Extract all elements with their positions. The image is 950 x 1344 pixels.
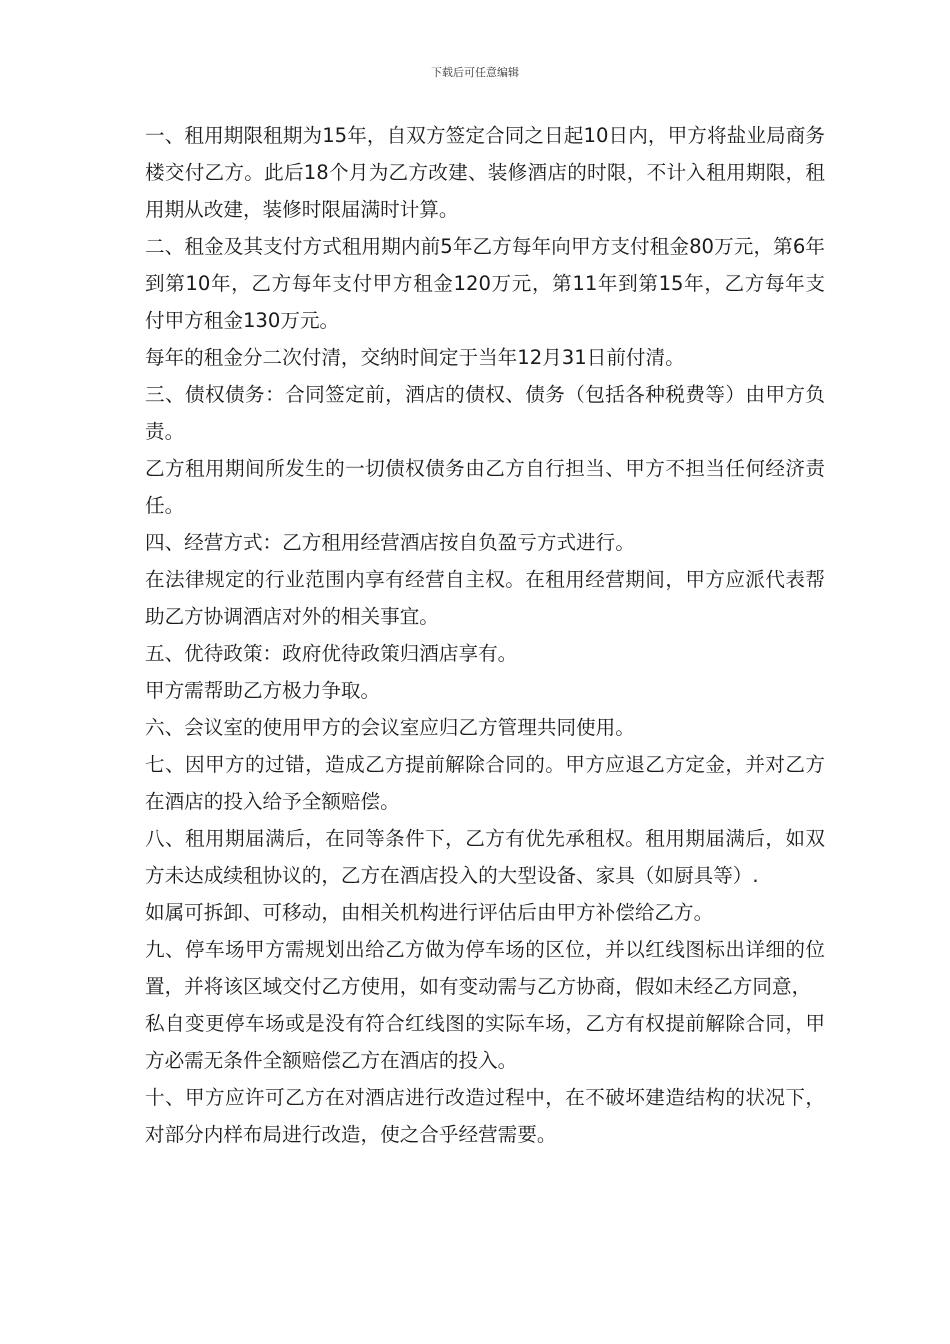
paragraph-preferential-policy: 五、优待政策：政府优待政策归酒店享有。 (145, 642, 518, 665)
paragraph-rent-payment: 二、租金及其支付方式租用期内前5年乙方每年向甲方支付租金80万元，第6年到第10年，乙方每年支付甲方租金120万元，第11年到第15年，乙方每年支付甲方租金130万元。 (145, 235, 825, 332)
page-header: 下载后可任意编辑 (431, 66, 519, 79)
paragraph-operation-mode: 四、经营方式：乙方租用经营酒店按自负盈亏方式进行。 (145, 531, 635, 554)
paragraph-debts-during-lease: 乙方租用期间所发生的一切债权债务由乙方自行担当、甲方不担当任何经济责任。 (145, 457, 825, 517)
paragraph-renovation: 十、甲方应许可乙方在对酒店进行改造过程中，在不破坏建造结构的状况下，对部分内样布局进行改造，使之合乎经营需要。 (145, 1086, 825, 1146)
paragraph-parking-violation: 私自变更停车场或是没有符合红线图的实际车场，乙方有权提前解除合同，甲方必需无条件全额赔偿乙方在酒店的投入。 (145, 1012, 825, 1072)
paragraph-early-termination: 七、因甲方的过错，造成乙方提前解除合同的。甲方应退乙方定金，并对乙方在酒店的投入给予全额赔偿。 (145, 753, 825, 813)
document-body (145, 117, 825, 1153)
paragraph-rent-schedule: 每年的租金分二次付清，交纳时间定于当年12月31日前付清。 (145, 346, 685, 369)
paragraph-parking-lot: 九、停车场甲方需规划出给乙方做为停车场的区位，并以红线图标出详细的位置，并将该区域交付乙方使用，如有变动需与乙方协商，假如未经乙方同意， (145, 938, 825, 998)
paragraph-operation-autonomy: 在法律规定的行业范围内享有经营自主权。在租用经营期间，甲方应派代表帮助乙方协调酒店对外的相关事宜。 (145, 568, 825, 628)
paragraph-policy-assistance: 甲方需帮助乙方极力争取。 (145, 679, 381, 702)
paragraph-lease-term: 一、租用期限租期为15年，自双方签定合同之日起10日内，甲方将盐业局商务楼交付乙方。此后18个月为乙方改建、装修酒店的时限，不计入租用期限，租用期从改建，装修时限届满时计算。 (145, 124, 825, 221)
paragraph-meeting-room: 六、会议室的使用甲方的会议室应归乙方管理共同使用。 (145, 716, 635, 739)
paragraph-debts: 三、债权债务：合同签定前，酒店的债权、债务（包括各种税费等）由甲方负责。 (145, 383, 825, 443)
paragraph-equipment-compensation: 如属可拆卸、可移动，由相关机构进行评估后由甲方补偿给乙方。 (145, 901, 714, 924)
paragraph-renewal-priority: 八、租用期届满后，在同等条件下，乙方有优先承租权。租用期届满后，如双方未达成续租协议的，乙方在酒店投入的大型设备、家具（如厨具等）. (145, 827, 825, 887)
